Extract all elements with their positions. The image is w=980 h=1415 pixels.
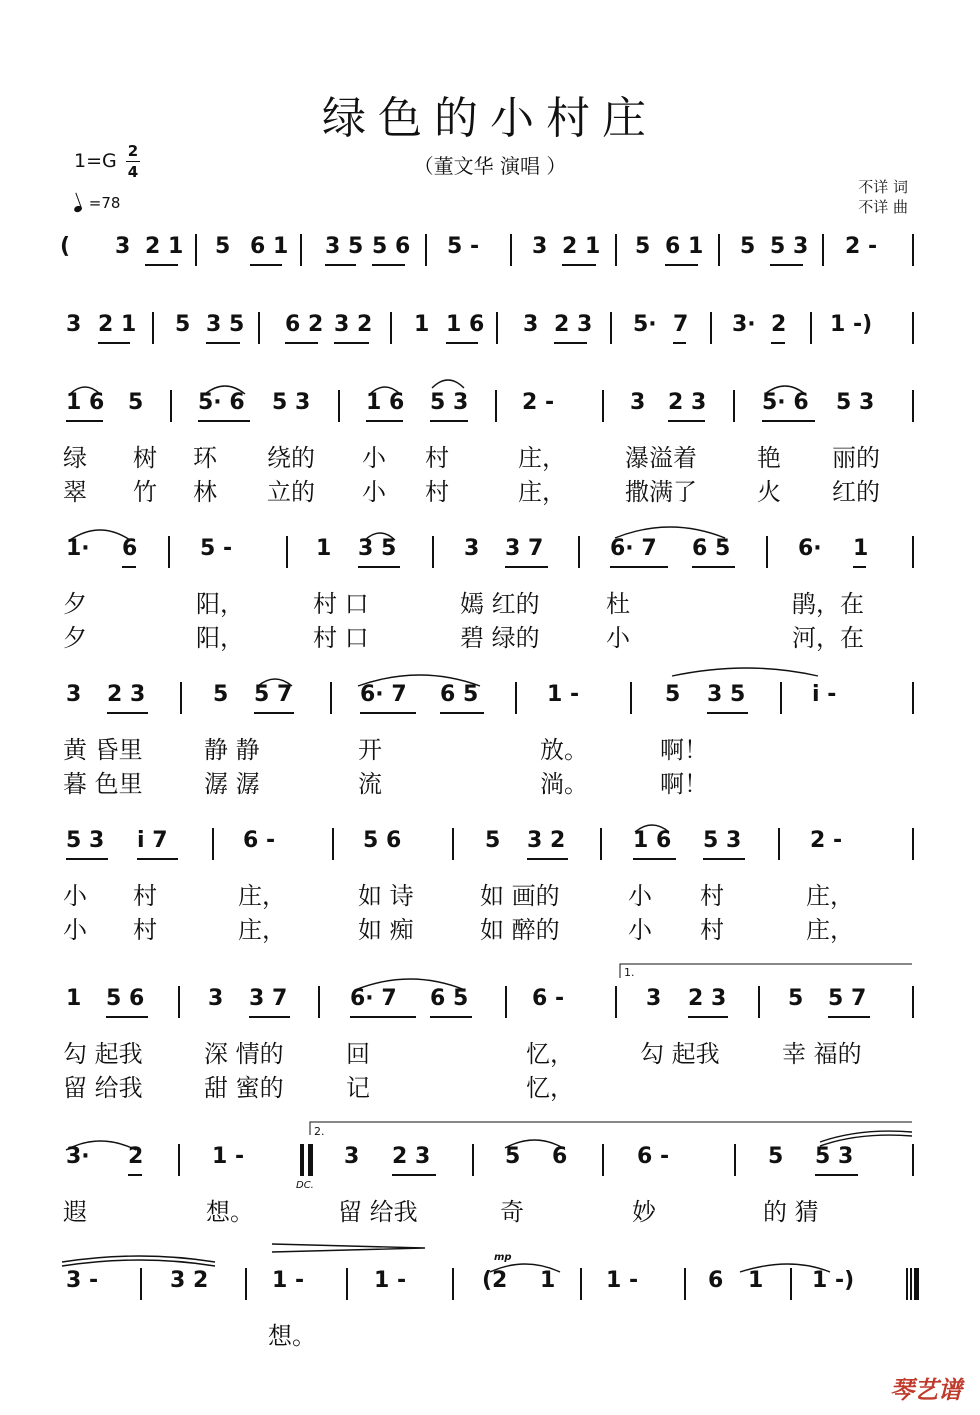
note-group: 5· <box>633 312 657 337</box>
note-group: 5 <box>635 234 651 259</box>
note-group: 3 <box>115 234 131 259</box>
note-group: 3 - <box>66 1268 99 1293</box>
note-group: 6· 7 <box>610 536 657 561</box>
composer-credit: 不详 曲 <box>858 198 908 216</box>
note-group: 6 1 <box>665 234 704 259</box>
note-group: 1 - <box>606 1268 639 1293</box>
note-group: 1 6 <box>633 828 672 853</box>
note-group: 2 - <box>810 828 843 853</box>
lyric-syllable: 小 <box>606 624 630 652</box>
note-group: 1 - <box>212 1144 245 1169</box>
note-group: 1 -) <box>812 1268 855 1293</box>
lyric-syllable: 庄， <box>518 444 566 472</box>
dc-marking: DC. <box>296 1180 314 1191</box>
lyric-syllable: 庄， <box>238 916 286 944</box>
note-group: 1 - <box>547 682 580 707</box>
lyric-syllable: 村 <box>700 916 724 944</box>
tempo-marking: =78 <box>74 194 120 212</box>
lyric-syllable: 丽的 <box>832 444 880 472</box>
key-signature: 1=G <box>74 150 117 172</box>
lyric-syllable: 奇 <box>500 1198 524 1226</box>
note-group: 3 <box>66 312 82 337</box>
note-group: 5 <box>665 682 681 707</box>
slur <box>740 1264 830 1272</box>
note-group: 6 <box>552 1144 568 1169</box>
lyric-syllable: 想。 <box>206 1198 254 1226</box>
slur <box>505 1140 563 1148</box>
lyric-syllable: 村 <box>425 444 449 472</box>
lyric-syllable: 艳 <box>757 444 781 472</box>
note-group: 5 7 <box>828 986 867 1011</box>
lyric-syllable: 环 <box>193 444 217 472</box>
note-group: ( <box>60 234 71 259</box>
lyric-syllable: 暮 色里 <box>63 770 143 798</box>
note-group: 6 - <box>637 1144 670 1169</box>
time-bottom: 4 <box>127 163 139 181</box>
lyric-syllable: 小 <box>63 916 87 944</box>
lyric-syllable: 竹 <box>133 478 157 506</box>
lyric-syllable: 夕 <box>63 590 87 618</box>
note-group: 6 5 <box>692 536 731 561</box>
note-group: 6 1 <box>250 234 289 259</box>
lyric-syllable: 火 <box>757 478 781 506</box>
lyric-syllable: 嫣 红的 <box>460 590 540 618</box>
note-group: 2 3 <box>554 312 593 337</box>
lyric-syllable: 幸 福的 <box>782 1040 862 1068</box>
note-group: 3 5 <box>325 234 364 259</box>
note-group: 3 5 <box>206 312 245 337</box>
lyric-syllable: 想。 <box>268 1322 316 1350</box>
lyric-syllable: 甜 蜜的 <box>204 1074 284 1102</box>
note-group: 2 3 <box>392 1144 431 1169</box>
note-group: 2 3 <box>668 390 707 415</box>
note-group: 6· <box>798 536 822 561</box>
lyric-syllable: 留 给我 <box>338 1198 418 1226</box>
note-group: 3 2 <box>334 312 373 337</box>
note-group: 3· <box>732 312 756 337</box>
lyric-syllable: 啊！ <box>660 736 708 764</box>
slur <box>820 1135 912 1146</box>
note-group: 5 3 <box>430 390 469 415</box>
lyric-syllable: 勾 起我 <box>63 1040 143 1068</box>
volta-bracket-1 <box>620 964 912 978</box>
note-group: 1 <box>66 986 82 1011</box>
note-group: 5 <box>740 234 756 259</box>
lyric-syllable: 忆， <box>526 1074 574 1102</box>
lyric-syllable: 黄 昏里 <box>63 736 143 764</box>
lyric-syllable: 记 <box>346 1074 370 1102</box>
lyric-syllable: 村 口 <box>313 624 369 652</box>
slur <box>355 979 465 990</box>
slur <box>615 527 725 538</box>
slur <box>490 1264 560 1272</box>
note-group: i 7 <box>137 828 168 853</box>
lyric-syllable: 阳， <box>196 590 244 618</box>
note-group: 2 <box>771 312 787 337</box>
note-group: 5 3 <box>272 390 311 415</box>
note-group: 1 - <box>374 1268 407 1293</box>
slur <box>62 1256 215 1262</box>
note-group: 7 <box>673 312 689 337</box>
note-group: 1 6 <box>446 312 485 337</box>
lyric-syllable: 绿 <box>63 444 87 472</box>
slur <box>258 679 292 686</box>
note-group: 3 <box>344 1144 360 1169</box>
note-group: 1 <box>540 1268 556 1293</box>
note-group: 3 <box>208 986 224 1011</box>
note-group: 3 <box>630 390 646 415</box>
note-group: 6· 7 <box>350 986 397 1011</box>
note-group: 3 2 <box>170 1268 209 1293</box>
time-top: 2 <box>127 142 139 160</box>
note-group: i - <box>812 682 837 707</box>
lyric-syllable: 杜 <box>606 590 630 618</box>
note-group: 5 <box>485 828 501 853</box>
note-group: 6 <box>708 1268 724 1293</box>
lyric-syllable: 庄， <box>518 478 566 506</box>
lyric-syllable: 村 <box>133 882 157 910</box>
note-group: 3 2 <box>527 828 566 853</box>
note-group: 1 -) <box>830 312 873 337</box>
lyric-syllable: 鹃，在 <box>792 590 864 618</box>
lyric-syllable: 村 <box>700 882 724 910</box>
note-group: 5 <box>505 1144 521 1169</box>
note-group: 2 1 <box>98 312 137 337</box>
lyric-syllable: 留 给我 <box>63 1074 143 1102</box>
note-group: 5 3 <box>815 1144 854 1169</box>
note-group: 5 <box>215 234 231 259</box>
note-group: 1 <box>316 536 332 561</box>
lyricist-credit: 不详 词 <box>858 178 908 196</box>
lyric-syllable: 回 <box>346 1040 370 1068</box>
lyric-syllable: 勾 起我 <box>640 1040 720 1068</box>
note-group: 6 5 <box>440 682 479 707</box>
note-group: 5 3 <box>836 390 875 415</box>
note-group: 5 - <box>447 234 480 259</box>
note-group: 3 5 <box>358 536 397 561</box>
lyric-syllable: 碧 绿的 <box>460 624 540 652</box>
crescendo-hairpin <box>272 1244 425 1252</box>
slur <box>765 386 805 394</box>
lyric-syllable: 淌。 <box>540 770 588 798</box>
lyric-syllable: 深 情的 <box>204 1040 284 1068</box>
note-group: 5· 6 <box>198 390 245 415</box>
lyric-syllable: 庄， <box>806 882 854 910</box>
slur <box>358 675 480 686</box>
note-group: 3 <box>464 536 480 561</box>
lyric-syllable: 流 <box>358 770 382 798</box>
song-title: 绿色的小村庄 <box>322 93 658 144</box>
note-group: 5 <box>175 312 191 337</box>
volta-1-label: 1. <box>624 966 635 979</box>
slur <box>365 533 395 540</box>
lyric-syllable: 小 <box>63 882 87 910</box>
lyric-syllable: 开 <box>358 736 382 764</box>
note-group: 5 3 <box>703 828 742 853</box>
note-group: 1 <box>853 536 869 561</box>
lyric-syllable: 树 <box>133 444 157 472</box>
note-group: 1 <box>748 1268 764 1293</box>
lyric-syllable: 小 <box>362 444 386 472</box>
watermark-logo: 琴艺谱 <box>890 1376 962 1404</box>
lyric-syllable: 阳， <box>196 624 244 652</box>
lyric-syllable: 绕的 <box>267 444 315 472</box>
note-group: 3 <box>646 986 662 1011</box>
lyric-syllable: 立的 <box>267 478 315 506</box>
performer-subtitle: （董文华 演唱 ） <box>413 154 567 178</box>
dynamic-mp: mp <box>494 1252 512 1263</box>
note-group: 2 - <box>522 390 555 415</box>
note-group: 5 3 <box>770 234 809 259</box>
volta-2-label: 2. <box>314 1125 325 1138</box>
note-group: 1 6 <box>66 390 105 415</box>
note-group: 3 7 <box>505 536 544 561</box>
note-group: 6 <box>122 536 138 561</box>
note-group: 6· 7 <box>360 682 407 707</box>
note-group: 5 6 <box>372 234 411 259</box>
lyric-syllable: 如 画的 <box>480 882 560 910</box>
lyric-syllable: 村 <box>133 916 157 944</box>
note-group: 1 <box>414 312 430 337</box>
note-group: 3 <box>66 682 82 707</box>
lyric-syllable: 红的 <box>832 478 880 506</box>
note-group: 2 1 <box>145 234 184 259</box>
note-group: 2 1 <box>562 234 601 259</box>
note-group: 2 3 <box>107 682 146 707</box>
note-group: 6 - <box>532 986 565 1011</box>
note-group: 5 <box>128 390 144 415</box>
lyric-syllable: 潺 潺 <box>204 770 260 798</box>
note-group: 5 6 <box>363 828 402 853</box>
volta-bracket-2 <box>310 1122 912 1135</box>
slur <box>70 530 130 540</box>
slur <box>672 668 818 676</box>
note-group: 6 5 <box>430 986 469 1011</box>
note-group: 2 - <box>845 234 878 259</box>
note-group: 5 - <box>200 536 233 561</box>
lyric-syllable: 小 <box>362 478 386 506</box>
lyric-syllable: 的 猜 <box>763 1198 819 1226</box>
note-group: 5 <box>768 1144 784 1169</box>
note-group: 3 7 <box>249 986 288 1011</box>
lyric-syllable: 瀑溢着 <box>625 444 697 472</box>
note-group: 1· <box>66 536 90 561</box>
lyric-syllable: 啊！ <box>660 770 708 798</box>
lyric-syllable: 庄， <box>806 916 854 944</box>
note-group: 2 <box>128 1144 144 1169</box>
note-group: 6 - <box>243 828 276 853</box>
lyric-syllable: 如 醉的 <box>480 916 560 944</box>
lyric-syllable: 小 <box>628 916 652 944</box>
lyric-syllable: 庄， <box>238 882 286 910</box>
note-group: 5 6 <box>106 986 145 1011</box>
note-group: 1 - <box>272 1268 305 1293</box>
slur <box>62 1260 215 1266</box>
note-group: 5 7 <box>254 682 293 707</box>
note-group: 3 5 <box>707 682 746 707</box>
lyric-syllable: 遐 <box>63 1198 87 1226</box>
lyric-syllable: 静 静 <box>204 736 260 764</box>
note-group: 2 3 <box>688 986 727 1011</box>
slur <box>66 1141 136 1150</box>
note-group: 5· 6 <box>762 390 809 415</box>
note-group: 3 <box>523 312 539 337</box>
slur <box>70 387 100 394</box>
note-group: 1 6 <box>366 390 405 415</box>
slur <box>635 825 669 832</box>
note-group: 3· <box>66 1144 90 1169</box>
lyric-syllable: 如 诗 <box>358 882 414 910</box>
note-group: 5 3 <box>66 828 105 853</box>
note-group: 6 2 <box>285 312 324 337</box>
lyric-syllable: 放。 <box>540 736 588 764</box>
note-group: 3 <box>532 234 548 259</box>
lyric-syllable: 夕 <box>63 624 87 652</box>
lyric-syllable: 小 <box>628 882 652 910</box>
lyric-syllable: 村 口 <box>313 590 369 618</box>
note-group: 5 <box>788 986 804 1011</box>
lyric-syllable: 妙 <box>632 1198 656 1226</box>
slur <box>432 380 464 388</box>
slur <box>370 387 400 394</box>
lyric-syllable: 河，在 <box>792 624 864 652</box>
lyric-syllable: 村 <box>425 478 449 506</box>
note-group: (2 <box>482 1268 508 1293</box>
note-group: 5 <box>213 682 229 707</box>
lyric-syllable: 翠 <box>63 478 87 506</box>
lyric-syllable: 忆， <box>526 1040 574 1068</box>
lyric-syllable: 撒满了 <box>625 478 697 506</box>
lyric-syllable: 如 痴 <box>358 916 414 944</box>
slur <box>205 386 245 394</box>
lyric-syllable: 林 <box>193 478 217 506</box>
